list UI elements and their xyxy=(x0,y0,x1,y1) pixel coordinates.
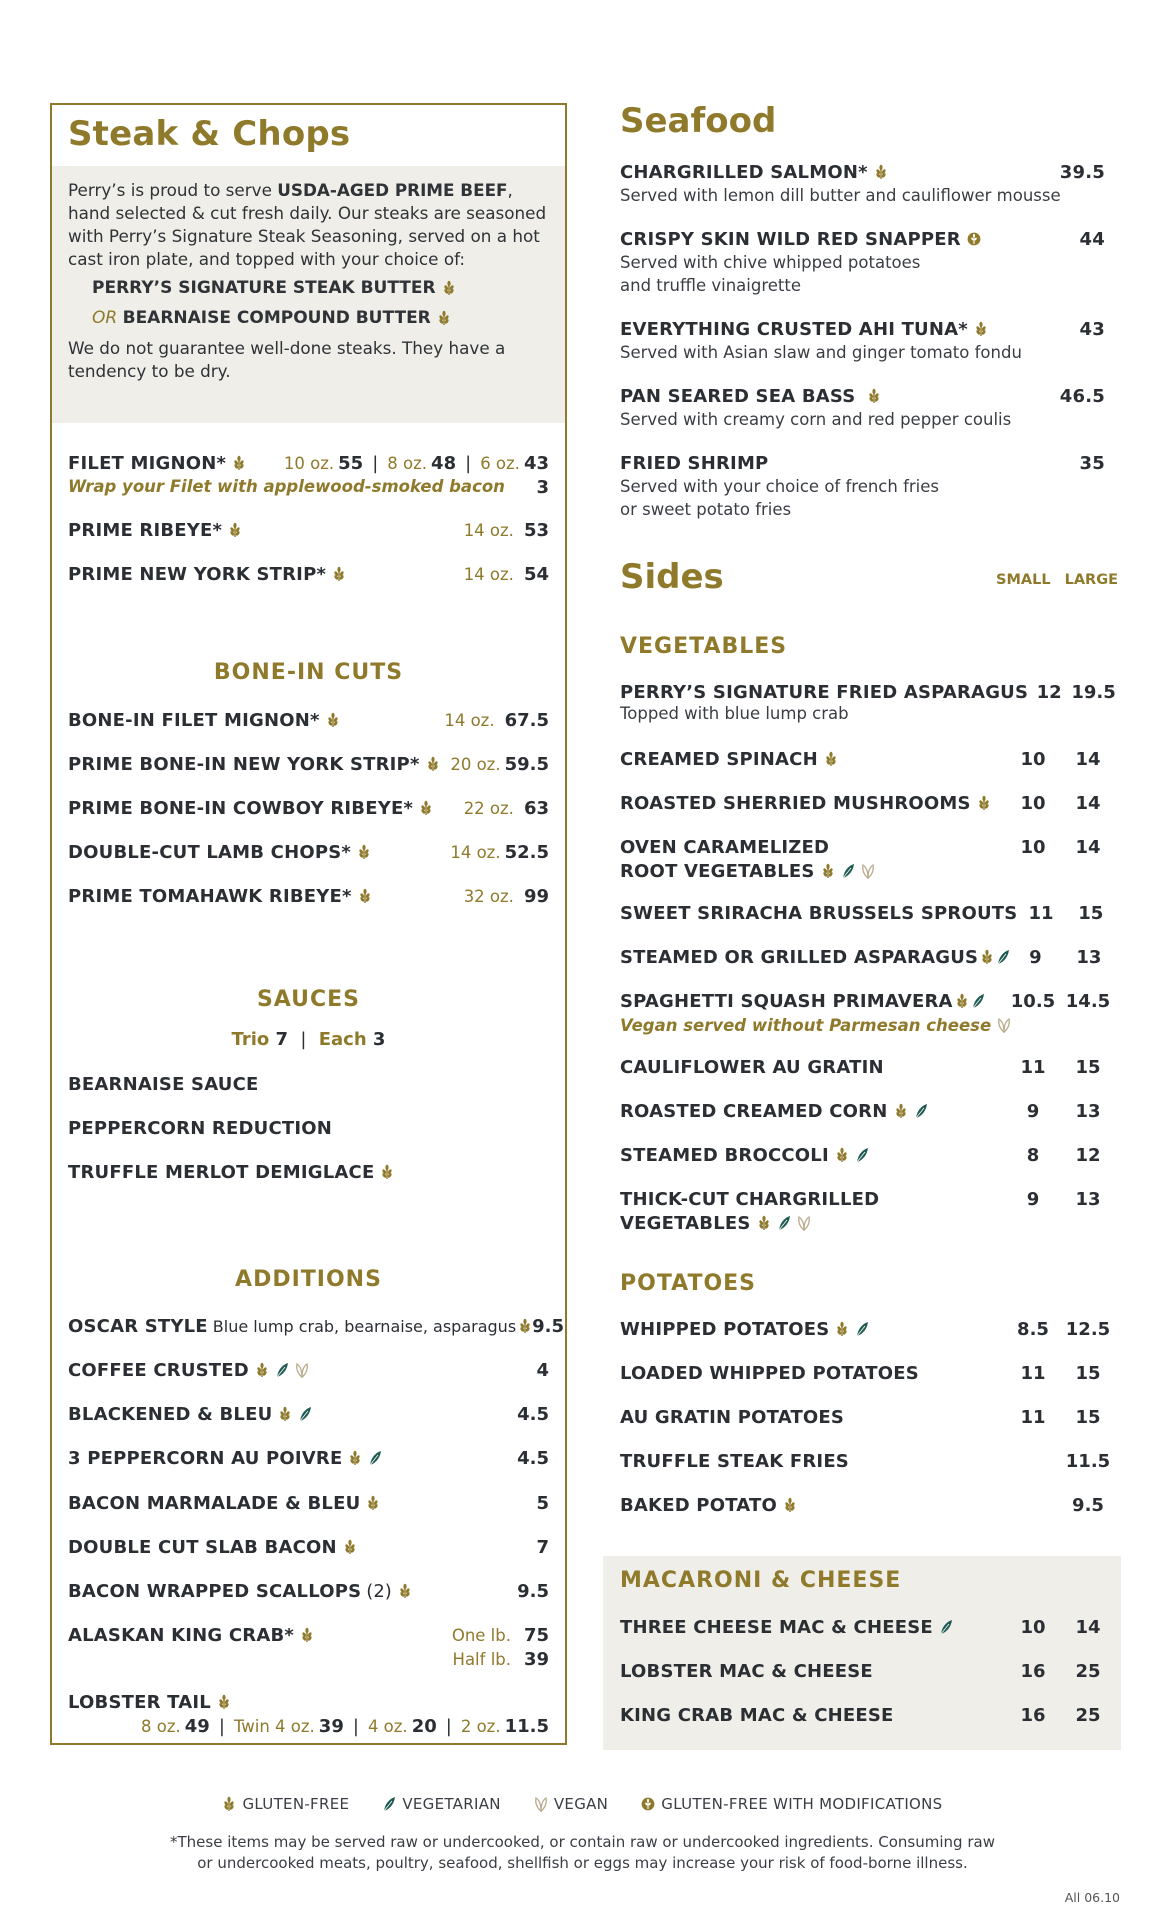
bone-in-item xyxy=(68,752,549,776)
sauces-title: SAUCES xyxy=(256,987,361,1012)
large-price: 14.5 xyxy=(1065,990,1111,1012)
wheat-icon xyxy=(332,566,346,582)
item-desc: Blue lump crab, bearnaise, asparagus xyxy=(212,1316,517,1336)
wrap-text: Wrap your Filet with applewood-smoked bacon xyxy=(68,477,505,496)
addition-item xyxy=(68,1491,549,1515)
size: 14 oz. xyxy=(463,564,514,584)
steak-chops-panel xyxy=(50,103,567,1745)
sauce-item xyxy=(68,1160,549,1184)
large-price: 15 xyxy=(1075,1056,1101,1078)
side-item xyxy=(620,747,1117,771)
wheat-icon xyxy=(867,388,881,404)
wheat-icon xyxy=(835,1321,849,1337)
intro-text xyxy=(68,179,549,271)
price: 4.5 xyxy=(517,1403,549,1425)
size: 8 oz. xyxy=(387,453,428,473)
item-name: LOBSTER MAC & CHEESE xyxy=(620,1660,873,1682)
item-name: 3 PEPPERCORN AU POIVRE xyxy=(68,1447,343,1469)
size: Twin 4 oz. xyxy=(233,1716,315,1736)
small-price: 10.5 xyxy=(1010,990,1056,1012)
item-name: BLACKENED & BLEU xyxy=(68,1403,273,1425)
item-name: PEPPERCORN REDUCTION xyxy=(68,1117,332,1139)
price: 20 xyxy=(411,1715,437,1737)
item-name: CHARGRILLED SALMON* xyxy=(620,161,868,183)
wheat-icon xyxy=(278,1406,292,1422)
each-price: 3 xyxy=(372,1029,386,1050)
price: 49 xyxy=(184,1715,210,1737)
vegan-leaf-icon xyxy=(997,1017,1011,1033)
leaf-icon xyxy=(939,1619,953,1635)
item-name: PRIME RIBEYE* xyxy=(68,519,223,541)
size: 4 oz. xyxy=(367,1716,408,1736)
wheat-icon xyxy=(348,1450,362,1466)
small-price: 12 xyxy=(1036,681,1062,703)
item-name: EVERYTHING CRUSTED AHI TUNA* xyxy=(620,318,968,340)
gf-mod-icon xyxy=(641,1796,655,1812)
leaf-icon xyxy=(298,1406,312,1422)
size: 20 oz. xyxy=(450,754,501,774)
wheat-icon xyxy=(217,1694,231,1710)
steak-chops-title: Steak & Chops xyxy=(68,114,351,154)
item-name: BONE-IN FILET MIGNON* xyxy=(68,709,320,731)
item-name: STEAMED BROCCOLI xyxy=(620,1144,829,1166)
bone-in-title: BONE-IN CUTS xyxy=(213,660,404,685)
legend-vegan xyxy=(534,1795,608,1813)
side-item xyxy=(620,989,1117,1037)
price: 99 xyxy=(523,885,549,907)
leaf-icon xyxy=(914,1103,928,1119)
item-name: ROOT VEGETABLES xyxy=(620,860,815,882)
small-price: 11 xyxy=(1028,902,1054,924)
large-price: 25 xyxy=(1075,1660,1101,1682)
wheat-icon xyxy=(426,756,440,772)
side-item xyxy=(620,1361,1117,1385)
vegan-leaf-icon xyxy=(797,1215,811,1231)
side-item xyxy=(620,1615,1117,1639)
item-name: THICK-CUT CHARGRILLED xyxy=(620,1188,880,1210)
steak-intro xyxy=(52,166,565,423)
side-item xyxy=(620,1143,1117,1167)
potatoes-title: POTATOES xyxy=(620,1271,757,1296)
legend-vegetarian xyxy=(382,1795,500,1813)
item-name: VEGETABLES xyxy=(620,1212,751,1234)
butter1-label: PERRY’S SIGNATURE STEAK BUTTER xyxy=(92,278,436,298)
gf-mod-icon xyxy=(967,231,981,247)
wheat-icon xyxy=(358,888,372,904)
price: 52.5 xyxy=(504,841,549,863)
item-name: DOUBLE-CUT LAMB CHOPS* xyxy=(68,841,352,863)
price: 9.5 xyxy=(517,1580,549,1602)
bone-in-item xyxy=(68,884,549,908)
wheat-icon xyxy=(835,1147,849,1163)
item-name: AU GRATIN POTATOES xyxy=(620,1406,845,1428)
legend-label: VEGAN xyxy=(553,1795,609,1813)
small-price: 9 xyxy=(1026,1100,1040,1122)
item-name: PRIME TOMAHAWK RIBEYE* xyxy=(68,885,352,907)
small-price: 11 xyxy=(1020,1406,1046,1428)
price: 9.5 xyxy=(532,1315,565,1337)
side-item xyxy=(620,1405,1117,1429)
size: 22 oz. xyxy=(463,798,514,818)
small-price: 9 xyxy=(1029,946,1042,968)
item-name: LOBSTER TAIL xyxy=(68,1691,211,1713)
large-price: 13 xyxy=(1076,946,1102,968)
item-desc: and truffle vinaigrette xyxy=(620,276,801,295)
item-name: PRIME BONE-IN NEW YORK STRIP* xyxy=(68,753,420,775)
wheat-icon xyxy=(955,993,969,1009)
item-name: BAKED POTATO xyxy=(620,1494,777,1516)
leaf-icon xyxy=(971,993,985,1009)
wheat-icon xyxy=(894,1103,908,1119)
leaf-icon xyxy=(777,1215,791,1231)
item-desc: Served with lemon dill butter and cauliflower mousse xyxy=(620,186,1061,205)
sauce-pricing: Trio 7 | Each 3 xyxy=(231,1029,386,1050)
well-done-note: We do not guarantee well-done steaks. They have a tendency to be dry. xyxy=(68,338,506,381)
item-desc: Served with creamy corn and red pepper coulis xyxy=(620,410,1012,429)
size: 32 oz. xyxy=(463,886,514,906)
small-price: 16 xyxy=(1020,1704,1046,1726)
large-price: 9.5 xyxy=(1072,1494,1104,1516)
wheat-icon xyxy=(518,1318,532,1334)
large-price: 12 xyxy=(1075,1144,1101,1166)
wheat-icon xyxy=(300,1627,314,1643)
leaf-icon xyxy=(996,949,1010,965)
small-label: SMALL xyxy=(996,572,1051,588)
side-item xyxy=(620,1493,1117,1517)
vegan-note: Vegan served without Parmesan cheese xyxy=(620,1015,992,1035)
size: 2 oz. xyxy=(460,1716,501,1736)
large-price: 13 xyxy=(1075,1100,1101,1122)
sauce-item xyxy=(68,1072,549,1096)
item-name: FILET MIGNON* xyxy=(68,452,227,474)
leaf-icon xyxy=(382,1796,396,1812)
price: 54 xyxy=(523,563,549,585)
price: 75 xyxy=(523,1624,549,1646)
seafood-title: Seafood xyxy=(620,101,777,141)
item-desc: or sweet potato fries xyxy=(620,500,792,519)
side-item xyxy=(620,1187,1117,1235)
item-name: BACON WRAPPED SCALLOPS xyxy=(68,1580,362,1602)
small-price: 10 xyxy=(1020,792,1046,814)
menu-version-code: All 06.10 xyxy=(1064,1890,1120,1905)
trio-price: 7 xyxy=(275,1029,289,1050)
wheat-icon xyxy=(442,280,456,296)
sides-title: Sides xyxy=(620,557,724,597)
size-header xyxy=(996,572,1132,588)
wheat-icon xyxy=(757,1215,771,1231)
vegan-leaf-icon xyxy=(295,1362,309,1378)
wheat-icon xyxy=(824,751,838,767)
side-item xyxy=(620,1703,1117,1727)
addition-item xyxy=(68,1402,549,1426)
item-name: OSCAR STYLE xyxy=(68,1315,208,1337)
item-name: PRIME BONE-IN COWBOY RIBEYE* xyxy=(68,797,414,819)
wheat-icon xyxy=(874,164,888,180)
item-name: KING CRAB MAC & CHEESE xyxy=(620,1704,894,1726)
wheat-icon xyxy=(255,1362,269,1378)
size: 10 oz. xyxy=(283,453,335,473)
wheat-icon xyxy=(977,795,991,811)
bacon-wrap-row xyxy=(68,477,549,498)
item-name: SWEET SRIRACHA BRUSSELS SPROUTS xyxy=(620,902,1018,924)
vegan-leaf-icon xyxy=(861,863,875,879)
large-price: 15 xyxy=(1075,1406,1101,1428)
disclaimer-line: *These items may be served raw or undercooked, or contain raw or undercooked ingredients. Consuming raw xyxy=(170,1833,995,1851)
small-price: 8 xyxy=(1026,1144,1040,1166)
large-price: 14 xyxy=(1075,1616,1101,1638)
leaf-icon xyxy=(368,1450,382,1466)
side-item xyxy=(620,945,1117,969)
item-name: TRUFFLE MERLOT DEMIGLACE xyxy=(68,1161,375,1183)
bone-in-item xyxy=(68,840,549,864)
item-name: BEARNAISE SAUCE xyxy=(68,1073,259,1095)
dietary-legend xyxy=(0,1795,1165,1816)
price: 4.5 xyxy=(517,1447,549,1469)
size: One lb. xyxy=(451,1625,511,1645)
price: 5 xyxy=(536,1492,549,1514)
seafood-item xyxy=(620,317,1105,364)
price: 4 xyxy=(536,1359,549,1381)
additions-title: ADDITIONS xyxy=(235,1267,382,1292)
item-name: ROASTED SHERRIED MUSHROOMS xyxy=(620,792,971,814)
leaf-icon xyxy=(275,1362,289,1378)
small-price: 9 xyxy=(1026,1188,1040,1210)
item-name: CRISPY SKIN WILD RED SNAPPER xyxy=(620,228,961,250)
large-price: 19.5 xyxy=(1071,681,1116,703)
intro-post: , hand selected & cut fresh daily. Our steaks are seasoned with Perry’s Signature Steak Seasoning, served on a hot cast iron plate, and topped with your choice of: xyxy=(68,180,547,269)
king-crab-half-row xyxy=(68,1647,549,1671)
vegetables-title: VEGETABLES xyxy=(620,634,788,659)
price: 39.5 xyxy=(1059,161,1105,183)
intro-bold: USDA-AGED PRIME BEEF xyxy=(277,180,508,200)
addition-item xyxy=(68,1579,549,1603)
addition-item xyxy=(68,1535,549,1559)
price: 11.5 xyxy=(504,1715,549,1737)
size: 14 oz. xyxy=(463,520,514,540)
item-name: TRUFFLE STEAK FRIES xyxy=(620,1450,849,1472)
or-label: OR xyxy=(92,308,118,328)
side-item xyxy=(620,1055,1117,1079)
bone-in-item xyxy=(68,708,549,732)
wheat-icon xyxy=(228,522,242,538)
legend-label: GLUTEN-FREE xyxy=(242,1795,350,1813)
item-name: PERRY’S SIGNATURE FRIED ASPARAGUS xyxy=(620,681,1029,703)
item-name: ALASKAN KING CRAB* xyxy=(68,1624,294,1646)
item-name: DOUBLE CUT SLAB BACON xyxy=(68,1536,337,1558)
item-name: FRIED SHRIMP xyxy=(620,452,769,474)
legend-label: GLUTEN-FREE WITH MODIFICATIONS xyxy=(661,1795,943,1813)
item-qty: (2) xyxy=(366,1580,392,1602)
large-price: 12.5 xyxy=(1065,1318,1111,1340)
side-item xyxy=(620,901,1117,925)
small-price: 8.5 xyxy=(1017,1318,1049,1340)
addition-item xyxy=(68,1446,549,1470)
wheat-icon xyxy=(380,1164,394,1180)
butter2-label: BEARNAISE COMPOUND BUTTER xyxy=(122,308,431,328)
wheat-icon xyxy=(398,1583,412,1599)
wheat-icon xyxy=(974,321,988,337)
item-name: CREAMED SPINACH xyxy=(620,748,818,770)
side-item xyxy=(620,791,1117,815)
price: 39 xyxy=(523,1648,549,1670)
butter-option-2 xyxy=(68,307,549,330)
wheat-icon xyxy=(821,863,835,879)
price: 48 xyxy=(431,452,457,474)
wheat-icon xyxy=(783,1497,797,1513)
seafood-item xyxy=(620,384,1105,431)
small-price: 11 xyxy=(1020,1056,1046,1078)
price: 46.5 xyxy=(1059,385,1105,407)
small-price: 10 xyxy=(1020,748,1046,770)
price: 67.5 xyxy=(504,709,549,731)
addition-item xyxy=(68,1358,549,1382)
price: 43 xyxy=(1079,318,1105,340)
side-item xyxy=(620,1317,1117,1341)
item-name: LOADED WHIPPED POTATOES xyxy=(620,1362,919,1384)
item-name: WHIPPED POTATOES xyxy=(620,1318,830,1340)
lobster-sizes-row: 8 oz. 49 | Twin 4 oz. 39 | 4 oz. 20 | 2 oz. 11.5 xyxy=(141,1715,549,1737)
price: 35 xyxy=(1079,452,1105,474)
item-name: OVEN CARAMELIZED xyxy=(620,836,830,858)
item-name: PRIME NEW YORK STRIP* xyxy=(68,563,327,585)
side-item xyxy=(620,1099,1117,1123)
side-item xyxy=(620,1659,1117,1683)
wheat-icon xyxy=(222,1796,236,1812)
item-name: PAN SEARED SEA BASS xyxy=(620,385,856,407)
large-price: 11.5 xyxy=(1065,1450,1111,1472)
legend-gf-modifications xyxy=(641,1795,942,1813)
size: Half lb. xyxy=(452,1649,511,1669)
small-price: 11 xyxy=(1020,1362,1046,1384)
seafood-item xyxy=(620,227,1105,297)
legend-label: VEGETARIAN xyxy=(402,1795,501,1813)
large-price: 15 xyxy=(1078,902,1104,924)
item-name: THREE CHEESE MAC & CHEESE xyxy=(620,1616,933,1638)
large-price: 14 xyxy=(1075,836,1101,858)
wheat-icon xyxy=(437,310,451,326)
item-name: COFFEE CRUSTED xyxy=(68,1359,249,1381)
side-item xyxy=(620,680,1117,723)
small-price: 16 xyxy=(1020,1660,1046,1682)
item-desc: Served with your choice of french fries xyxy=(620,477,940,496)
item-desc: Served with Asian slaw and ginger tomato fondu xyxy=(620,343,1022,362)
price: 3 xyxy=(536,477,549,498)
item-desc: Served with chive whipped potatoes xyxy=(620,253,921,272)
item-name: BACON MARMALADE & BLEU xyxy=(68,1492,361,1514)
large-label: LARGE xyxy=(1064,572,1119,588)
price: 7 xyxy=(536,1536,549,1558)
wheat-icon xyxy=(980,949,994,965)
large-price: 13 xyxy=(1075,1188,1101,1210)
item-name: STEAMED OR GRILLED ASPARAGUS xyxy=(620,946,979,968)
leaf-icon xyxy=(855,1147,869,1163)
size: 6 oz. xyxy=(480,453,520,473)
price: 53 xyxy=(523,519,549,541)
seafood-item xyxy=(620,451,1105,521)
trio-label: Trio xyxy=(231,1029,270,1050)
seafood-item xyxy=(620,160,1105,207)
lobster-tail-row xyxy=(68,1690,549,1714)
side-item xyxy=(620,835,1117,883)
disclaimer-line: or undercooked meats, poultry, seafood, shellfish or eggs may increase your risk of food-borne illness. xyxy=(197,1854,968,1872)
item-desc: Topped with blue lump crab xyxy=(620,704,849,723)
sauce-item xyxy=(68,1116,549,1140)
size: 14 oz. xyxy=(444,710,495,730)
king-crab-row xyxy=(68,1623,549,1647)
large-price: 14 xyxy=(1075,792,1101,814)
large-price: 14 xyxy=(1075,748,1101,770)
wheat-icon xyxy=(357,844,371,860)
leaf-icon xyxy=(841,863,855,879)
price: 63 xyxy=(523,797,549,819)
item-name: CAULIFLOWER AU GRATIN xyxy=(620,1056,884,1078)
butter-option-1 xyxy=(68,277,549,300)
wheat-icon xyxy=(419,800,433,816)
side-item xyxy=(620,1449,1117,1473)
size: 14 oz. xyxy=(450,842,501,862)
wheat-icon xyxy=(366,1495,380,1511)
price: 43 xyxy=(523,452,549,474)
wheat-icon xyxy=(343,1539,357,1555)
filet-mignon-row: FILET MIGNON* 10 oz. 55 | 8 oz. 48 | 6 oz. 43 xyxy=(68,452,549,474)
oscar-style-row xyxy=(68,1314,565,1338)
raw-food-disclaimer xyxy=(0,1832,1165,1874)
item-name: ROASTED CREAMED CORN xyxy=(620,1100,888,1122)
wheat-icon xyxy=(232,455,246,471)
prime-ribeye-row xyxy=(68,518,549,542)
price: 44 xyxy=(1079,228,1105,250)
price: 59.5 xyxy=(504,753,549,775)
leaf-icon xyxy=(855,1321,869,1337)
item-name: SPAGHETTI SQUASH PRIMAVERA xyxy=(620,990,953,1012)
price: 55 xyxy=(338,452,364,474)
vegan-leaf-icon xyxy=(534,1796,548,1812)
each-label: Each xyxy=(318,1029,367,1050)
size: 8 oz. xyxy=(141,1716,181,1736)
intro-pre: Perry’s is proud to serve xyxy=(68,180,278,200)
legend-gluten-free xyxy=(222,1795,349,1813)
prime-ny-strip-row xyxy=(68,562,549,586)
price: 39 xyxy=(318,1715,344,1737)
bone-in-item xyxy=(68,796,549,820)
mac-cheese-title: MACARONI & CHEESE xyxy=(620,1568,902,1593)
small-price: 10 xyxy=(1020,1616,1046,1638)
large-price: 25 xyxy=(1075,1704,1101,1726)
small-price: 10 xyxy=(1020,836,1046,858)
large-price: 15 xyxy=(1075,1362,1101,1384)
wheat-icon xyxy=(326,712,340,728)
